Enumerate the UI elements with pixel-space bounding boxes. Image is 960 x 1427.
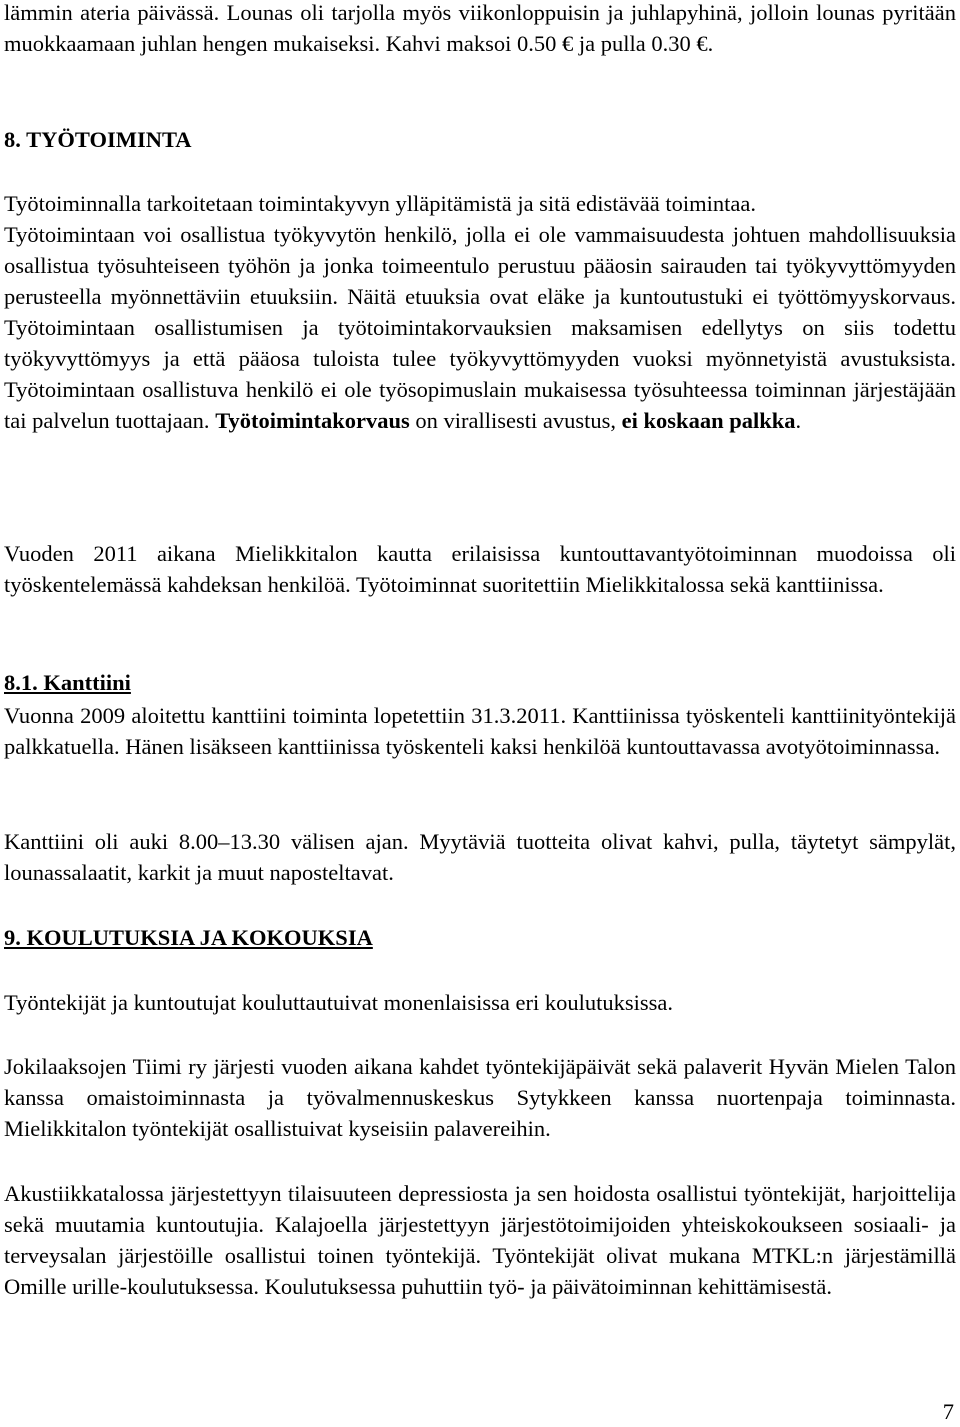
- paragraph-9-1: Työntekijät ja kuntoutujat kouluttautuivat monenlaisissa eri koulutuksissa.: [4, 990, 673, 1015]
- paragraph-9-3: Akustiikkatalossa järjestettyyn tilaisuuteen depressiosta ja sen hoidosta osallistui työntekijät, harjoittelija sekä muutamia kuntoutujia. Kalajoella järjestettyyn järjestötoimijoiden yhteiskokoukseen sosiaali- ja terveysalan järjestöille osallistui toinen työntekijä. Työntekijät olivat mukana MTKL:n järjestämillä Omille urille-koulutuksessa. Koulutuksessa puhuttiin työ- ja päivätoiminnan kehittämisestä.: [4, 1181, 956, 1299]
- bold-phrase-ei-koskaan-palkka: ei koskaan palkka: [621, 408, 796, 433]
- section-heading-9: 9. KOULUTUKSIA JA KOKOUKSIA: [4, 925, 373, 950]
- bold-term-tyotoimintakorvaus: Työtoimintakorvaus: [215, 408, 410, 433]
- paragraph-8-2-period: .: [795, 408, 802, 433]
- paragraph-intro: lämmin ateria päivässä. Lounas oli tarjolla myös viikonloppuisin ja juhlapyhinä, jolloin lounas pyritään muokkaamaan juhlan hengen mukaiseksi. Kahvi maksoi 0.50 € ja pulla 0.30 €.: [4, 0, 956, 56]
- paragraph-8-1-1: Vuonna 2009 aloitettu kanttiini toiminta lopetettiin 31.3.2011. Kanttiinissa työskenteli kanttiinityöntekijä palkkatuella. Hänen lisäkseen kanttiinissa työskenteli kaksi henkilöä kuntouttavassa avotyötoiminnassa.: [4, 703, 956, 759]
- section-heading-8: 8. TYÖTOIMINTA: [4, 127, 192, 152]
- paragraph-8-1-2: Kanttiini oli auki 8.00–13.30 välisen ajan. Myytäviä tuotteita olivat kahvi, pulla, täytetyt sämpylät, lounassalaatit, karkit ja muut naposteltavat.: [4, 829, 956, 885]
- page-number: 7: [942, 1399, 954, 1424]
- paragraph-8-2: [4, 219, 956, 436]
- paragraph-8-3: Vuoden 2011 aikana Mielikkitalon kautta erilaisissa kuntouttavantyötoiminnan muodoissa oli työskentelemässä kahdeksan henkilöä. Työtoiminnat suoritettiin Mielikkitalossa sekä kanttiinissa.: [4, 541, 956, 597]
- paragraph-8-2-text-cont: on virallisesti avustus,: [415, 408, 617, 433]
- paragraph-8-1: Työtoiminnalla tarkoitetaan toimintakyvyn ylläpitämistä ja sitä edistävää toimintaa.: [4, 191, 756, 216]
- paragraph-9-2: Jokilaaksojen Tiimi ry järjesti vuoden aikana kahdet työntekijäpäivät sekä palaverit Hyvän Mielen Talon kanssa omaistoiminnasta ja työvalmennuskeskus Sytykkeen kanssa nuortenpaja toiminnasta. Mielikkitalon työntekijät osallistuivat kyseisiin palavereihin.: [4, 1054, 956, 1141]
- paragraph-8-2-text: Työtoimintaan voi osallistua työkyvytön henkilö, jolla ei ole vammaisuudesta johtuen mahdollisuuksia osallistua työsuhteiseen työhön ja jonka toimeentulo perustuu pääosin sairauden tai työkyvyttömyyden perusteella myönnettäviin etuuksiin. Näitä etuuksia ovat eläke ja kuntoutustuki ei työttömyyskorvaus. Työtoimintaan osallistumisen ja työtoimintakorvauksien maksamisen edellytys on siis todettu työkyvyttömyys ja että pääosa tuloista tulee työkyvyttömyyden vuoksi myönnetyistä avustuksista. Työtoimintaan osallistuva henkilö ei ole työsopimuslain mukaisessa työsuhteessa toiminnan järjestäjään tai palvelun tuottajaan.: [4, 222, 956, 433]
- section-heading-8-1: 8.1. Kanttiini: [4, 670, 131, 695]
